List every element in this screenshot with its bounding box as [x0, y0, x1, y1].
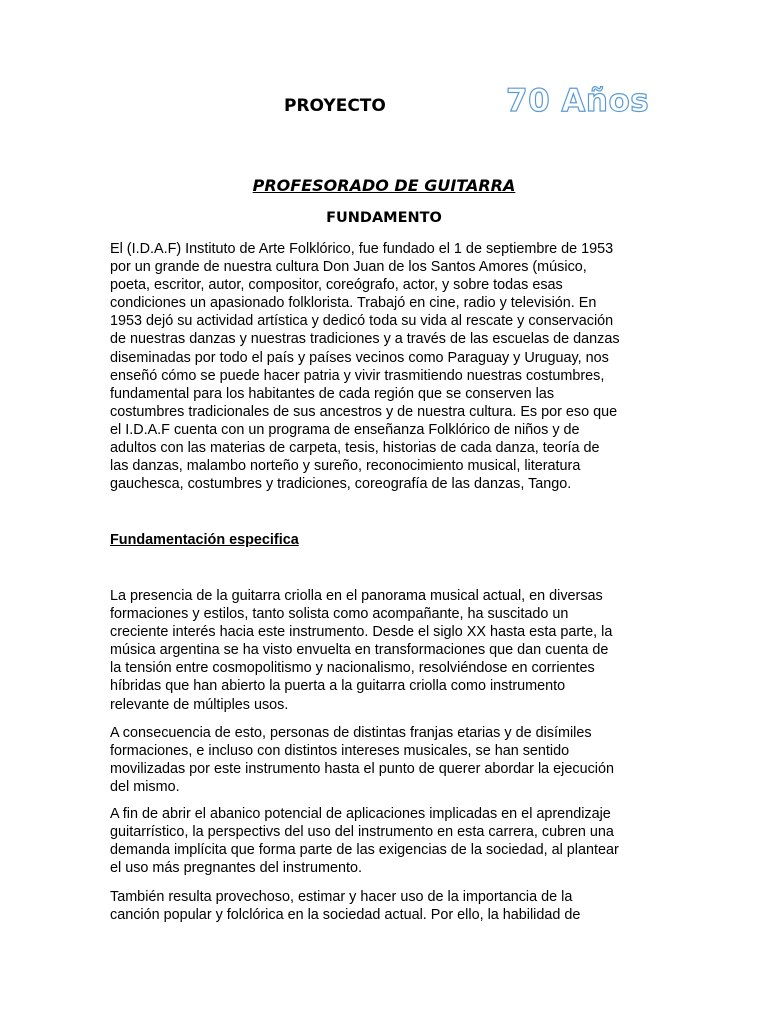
paragraph-popular-song	[110, 888, 662, 924]
project-title: PROYECTO	[284, 96, 386, 116]
text-line: creciente interés hacia este instrumento. Desde el siglo XX hasta esta parte, la	[110, 624, 613, 641]
paragraph-guitar-presence	[110, 587, 662, 714]
text-line: del mismo.	[110, 779, 180, 796]
text-line: por un grande de nuestra cultura Don Juan de los Santos Amores (músico,	[110, 259, 587, 276]
text-line: diseminadas por todo el país y países vecinos como Paraguay y Uruguay, nos	[110, 349, 609, 366]
text-line: gauchesca, costumbres y tradiciones, coreografía de las danzas, Tango.	[110, 476, 572, 493]
text-line: condiciones un apasionado folklorista. Trabajó en cine, radio y televisión. En	[110, 295, 597, 312]
text-line: relevante de múltiples usos.	[110, 696, 289, 713]
text-line: A fin de abrir el abanico potencial de aplicaciones implicadas en el aprendizaje	[110, 806, 611, 822]
text-line: la tensión entre cosmopolitismo y nacionalismo, resolviéndose en corrientes	[110, 660, 595, 677]
paragraph-consequence	[110, 724, 662, 796]
text-line: El (I.D.A.F) Instituto de Arte Folklórico, fue fundado el 1 de septiembre de 1953	[110, 241, 614, 257]
text-line: movilizadas por este instrumento hasta el punto de querer abordar la ejecución	[110, 761, 614, 778]
text-line: formaciones, e incluso con distintos intereses musicales, se han sentido	[110, 743, 570, 760]
text-line: las danzas, malambo norteño y sureño, reconocimiento musical, literatura	[110, 458, 581, 475]
text-line: demanda implícita que forma parte de las exigencias de la sociedad, al plantear	[110, 842, 619, 859]
text-line: canción popular y folclórica en la sociedad actual. Por ello, la habilidad de	[110, 907, 581, 924]
paragraph-applications	[110, 805, 662, 877]
text-line: adultos con las materias de carpeta, tesis, historias de cada danza, teoría de	[110, 440, 600, 457]
text-line: A consecuencia de esto, personas de distintas franjas etarias y de disímiles	[110, 725, 592, 741]
text-line: fundamental para los habitantes de cada región que se conserven las	[110, 385, 555, 402]
text-line: de nuestras danzas y nuestras tradiciones y a través de las escuelas de danzas	[110, 331, 620, 348]
text-line: formaciones y estilos, tanto solista como acompañante, ha suscitado un	[110, 606, 569, 623]
section-title: FUNDAMENTO	[326, 210, 442, 226]
intro-paragraph	[110, 240, 662, 493]
sub-heading: Fundamentación especifica	[110, 532, 299, 548]
course-title: PROFESORADO DE GUITARRA	[252, 176, 516, 195]
text-line: También resulta provechoso, estimar y hacer uso de la importancia de la	[110, 889, 573, 905]
text-line: el uso más pregnantes del instrumento.	[110, 860, 362, 877]
text-line: costumbres tradicionales de sus ancestros y de nuestra cultura. Es por eso que	[110, 403, 618, 420]
text-line: guitarrístico, la perspectivs del uso del instrumento en esta carrera, cubren una	[110, 824, 614, 841]
text-line: híbridas que han abierto la puerta a la guitarra criolla como instrumento	[110, 678, 566, 695]
text-line: La presencia de la guitarra criolla en el panorama musical actual, en diversas	[110, 588, 603, 604]
text-line: el I.D.A.F cuenta con un programa de enseñanza Folklórico de niños y de	[110, 421, 580, 438]
text-line: 1953 dejó su actividad artística y dedicó toda su vida al rescate y conservación	[110, 313, 614, 330]
text-line: enseñó cómo se puede hacer patria y vivir trasmitiendo nuestras costumbres,	[110, 367, 605, 384]
text-line: música argentina se ha visto envuelta en transformaciones que dan cuenta de	[110, 642, 609, 659]
text-line: poeta, escritor, autor, compositor, coreógrafo, actor, y sobre todas esas	[110, 277, 563, 294]
anniversary-wordart: 70 Años	[506, 83, 650, 119]
